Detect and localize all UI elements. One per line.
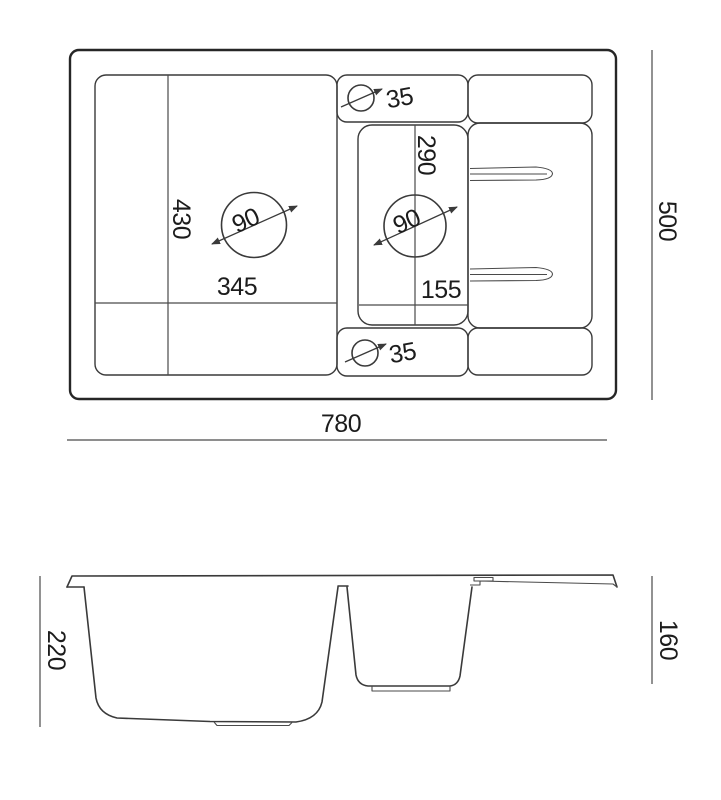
half-drain-diameter-label: 90 (388, 203, 425, 240)
tap-hole-top-diameter-label: 35 (383, 82, 416, 115)
overall-depth-label: 500 (653, 200, 681, 242)
main-bowl-profile (84, 587, 338, 722)
drainboard-underside (470, 581, 617, 587)
main-bowl-width-label: 345 (216, 273, 258, 301)
side-view (40, 575, 682, 727)
top-view (67, 50, 681, 440)
half-bowl-profile (347, 587, 472, 686)
drainboard-bottom-panel (468, 328, 592, 375)
tap-hole-top-diameter-arrow (341, 89, 382, 107)
main-drain-diameter-label: 90 (227, 202, 264, 239)
tap-hole-bottom-diameter-label: 35 (386, 337, 419, 370)
drainboard-edge-seam (474, 578, 493, 582)
sink-outer-outline (70, 50, 616, 399)
half-bowl-depth-label: 290 (412, 134, 440, 176)
drainboard-groove-lower (470, 268, 553, 282)
drainboard-groove-upper (470, 167, 553, 181)
half-bowl-height-label: 160 (654, 619, 682, 661)
tap-hole-bottom-diameter-arrow (345, 344, 386, 362)
main-bowl-region (95, 75, 337, 375)
main-bowl-depth-label: 430 (167, 198, 195, 240)
half-bowl-width-label: 155 (420, 276, 462, 304)
overall-width-label: 780 (320, 410, 362, 438)
drainboard-top-panel (468, 75, 592, 123)
main-bowl-height-label: 220 (42, 629, 70, 671)
drainboard-main-panel (468, 123, 592, 328)
